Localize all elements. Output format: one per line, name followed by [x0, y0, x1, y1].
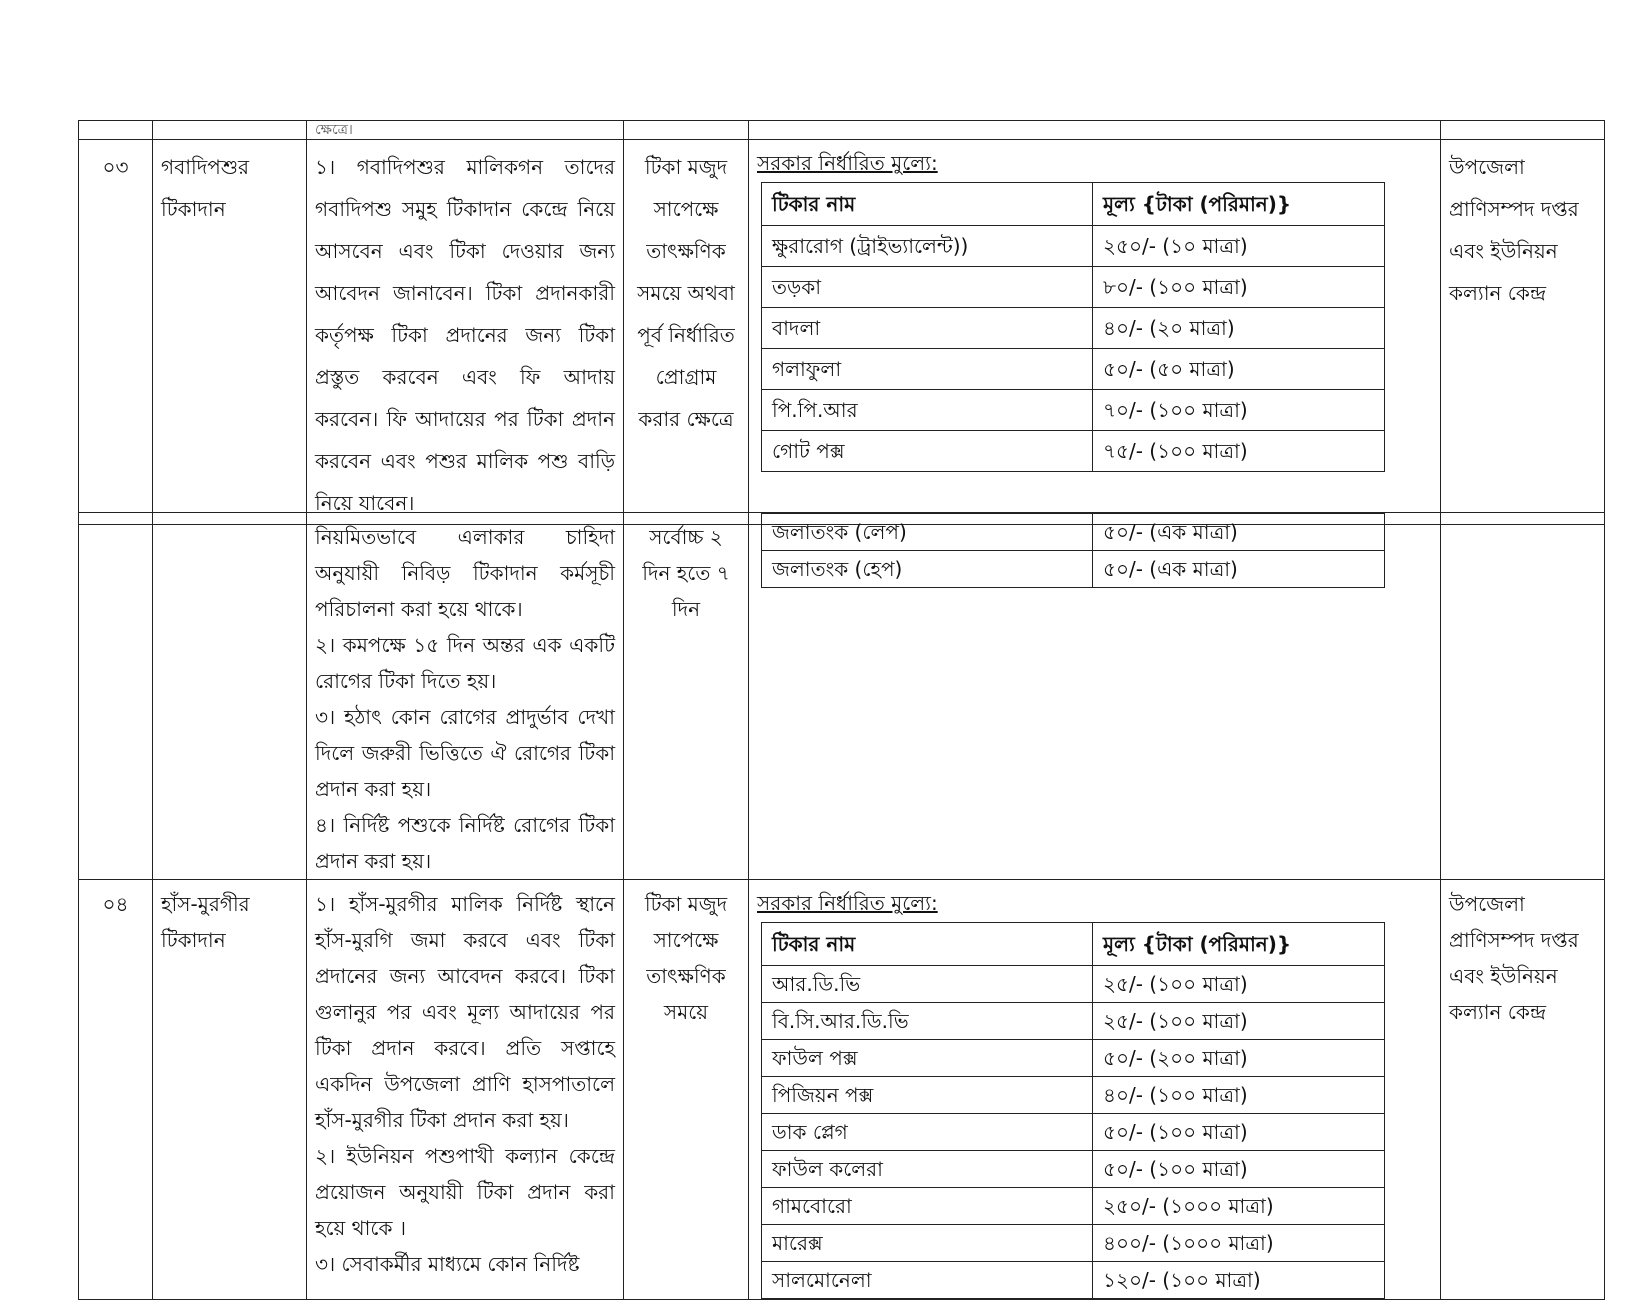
vaccine-row [762, 1077, 1385, 1114]
procedure-paragraph: ৩। হঠাৎ কোন রোগের প্রাদুর্ভাব দেখা দিলে জরুরী ভিত্তিতে ঐ রোগের টিকা প্রদান করা হয়। [315, 705, 615, 801]
vaccine-price-header: মূল্য {টাকা (পরিমান)} [1093, 183, 1385, 226]
procedure-paragraph: নিয়মিতভাবে এলাকার চাহিদা অনুযায়ী নিবিড় টিকাদান কর্মসূচী পরিচালনা করা হয়ে থাকে। [315, 525, 615, 621]
vaccine-name: সালমোনেলা [762, 1262, 1093, 1299]
service-table-part-1 [78, 120, 1605, 525]
previous-row-fragment [79, 121, 1605, 140]
service-fee-cell [749, 880, 1441, 1300]
vaccine-price-table [761, 182, 1385, 472]
vaccine-price: ৭৫/- (১০০ মাত্রা) [1093, 431, 1385, 472]
vaccine-price: ৫০/- (এক মাত্রা) [1093, 514, 1385, 551]
service-table-part-2 [78, 512, 1605, 1300]
vaccine-name: গামবোরো [762, 1188, 1093, 1225]
table-row-03-continued [79, 513, 1605, 880]
previous-row-text: ক্ষেত্রে। [307, 121, 624, 140]
vaccine-price: ৭০/- (১০০ মাত্রা) [1093, 390, 1385, 431]
vaccine-row [762, 1151, 1385, 1188]
vaccine-row [762, 431, 1385, 472]
vaccine-name: জলাতংক (লেপ) [762, 514, 1093, 551]
procedure-paragraph: ২। ইউনিয়ন পশুপাখী কল্যান কেন্দ্রে প্রয়োজন অনুযায়ী টিকা প্রদান করা হয়ে থাকে । [315, 1144, 615, 1240]
vaccine-name-header: টিকার নাম [762, 183, 1093, 226]
vaccine-table-header [762, 923, 1385, 966]
service-procedure: ১। গবাদিপশুর মালিকগন তাদের গবাদিপশু সমুহ টিকাদান কেন্দ্রে নিয়ে আসবেন এবং টিকা দেওয়ার জন্য আবেদন জানাবেন। টিকা প্রদানকারী কর্তৃপক্ষ টিকা প্রদানের জন্য টিকা প্রস্তুত করবেন এবং ফি আদায় করবেন। ফি আদায়ের পর টিকা প্রদান করবেন এবং পশুর মালিক পশু বাড়ি নিয়ে যাবেন। [307, 140, 624, 525]
vaccine-row [762, 1114, 1385, 1151]
serial-number: ০৩ [79, 140, 153, 525]
responsible-office: উপজেলা প্রাণিসম্পদ দপ্তর এবং ইউনিয়ন কল্যান কেন্দ্র [1441, 880, 1605, 1300]
vaccine-name: বাদলা [762, 308, 1093, 349]
vaccine-row [762, 349, 1385, 390]
vaccine-row [762, 390, 1385, 431]
vaccine-name: গলাফুলা [762, 349, 1093, 390]
vaccine-row [762, 1188, 1385, 1225]
vaccine-table-header [762, 183, 1385, 226]
vaccine-price: ৪০/- (১০০ মাত্রা) [1093, 1077, 1385, 1114]
vaccine-price: ৫০/- (এক মাত্রা) [1093, 551, 1385, 588]
vaccine-name-header: টিকার নাম [762, 923, 1093, 966]
vaccine-price: ৪০/- (২০ মাত্রা) [1093, 308, 1385, 349]
table-row-03 [79, 140, 1605, 525]
vaccine-price: ২৫/- (১০০ মাত্রা) [1093, 1003, 1385, 1040]
responsible-office: উপজেলা প্রাণিসম্পদ দপ্তর এবং ইউনিয়ন কল্যান কেন্দ্র [1441, 140, 1605, 525]
service-procedure-continued [307, 513, 624, 880]
vaccine-row [762, 308, 1385, 349]
table-row-04 [79, 880, 1605, 1300]
vaccine-price: ২৫০/- (১০০০ মাত্রা) [1093, 1188, 1385, 1225]
vaccine-name: ডাক প্লেগ [762, 1114, 1093, 1151]
vaccine-price: ৫০/- (৫০ মাত্রা) [1093, 349, 1385, 390]
vaccine-row [762, 1003, 1385, 1040]
service-name: হাঁস-মুরগীর টিকাদান [153, 880, 307, 1300]
vaccine-row [762, 966, 1385, 1003]
service-time: সর্বোচ্চ ২ দিন হতে ৭ দিন [624, 513, 749, 880]
service-fee-cell [749, 140, 1441, 525]
service-time: টিকা মজুদ সাপেক্ষে তাৎক্ষণিক সময়ে [624, 880, 749, 1300]
serial-number: ০৪ [79, 880, 153, 1300]
service-fee-cell [749, 513, 1441, 880]
vaccine-row [762, 226, 1385, 267]
fee-heading: সরকার নির্ধারিত মুল্যে: [757, 891, 938, 915]
procedure-paragraph: ২। কমপক্ষে ১৫ দিন অন্তর এক একটি রোগের টিকা দিতে হয়। [315, 633, 615, 693]
vaccine-row [762, 514, 1385, 551]
vaccine-price-header: মূল্য {টাকা (পরিমান)} [1093, 923, 1385, 966]
vaccine-price: ৫০/- (১০০ মাত্রা) [1093, 1114, 1385, 1151]
vaccine-row [762, 1262, 1385, 1299]
vaccine-price: ১২০/- (১০০ মাত্রা) [1093, 1262, 1385, 1299]
vaccine-price-table [761, 922, 1385, 1299]
service-procedure [307, 880, 624, 1300]
vaccine-price: ৫০/- (১০০ মাত্রা) [1093, 1151, 1385, 1188]
vaccine-price: ৪০০/- (১০০০ মাত্রা) [1093, 1225, 1385, 1262]
procedure-paragraph: ১। হাঁস-মুরগীর মালিক নির্দিষ্ট স্থানে হাঁস-মুরগি জমা করবে এবং টিকা প্রদানের জন্য আবেদন করবে। টিকা গুলানুর পর এবং মূল্য আদায়ের পর টিকা প্রদান করবে। প্রতি সপ্তাহে একদিন উপজেলা প্রাণি হাসপাতালে হাঁস-মুরগীর টিকা প্রদান করা হয়। [315, 892, 615, 1132]
vaccine-row [762, 551, 1385, 588]
vaccine-row [762, 1040, 1385, 1077]
vaccine-name: ফাউল পক্স [762, 1040, 1093, 1077]
vaccine-row [762, 1225, 1385, 1262]
vaccine-price-table [761, 513, 1385, 588]
procedure-paragraph: ৪। নির্দিষ্ট পশুকে নির্দিষ্ট রোগের টিকা প্রদান করা হয়। [315, 813, 615, 873]
vaccine-name: পিজিয়ন পক্স [762, 1077, 1093, 1114]
vaccine-name: জলাতংক (হেপ) [762, 551, 1093, 588]
vaccine-name: ফাউল কলেরা [762, 1151, 1093, 1188]
service-time: টিকা মজুদ সাপেক্ষে তাৎক্ষণিক সময়ে অথবা পূর্ব নির্ধারিত প্রোগ্রাম করার ক্ষেত্রে [624, 140, 749, 525]
vaccine-price: ৫০/- (২০০ মাত্রা) [1093, 1040, 1385, 1077]
procedure-paragraph: ৩। সেবাকর্মীর মাধ্যমে কোন নির্দিষ্ট [315, 1252, 580, 1276]
vaccine-name: গোট পক্স [762, 431, 1093, 472]
vaccine-name: ক্ষুরারোগ (ট্রাইভ্যালেন্ট)) [762, 226, 1093, 267]
vaccine-name: তড়কা [762, 267, 1093, 308]
vaccine-row [762, 267, 1385, 308]
vaccine-price: ৮০/- (১০০ মাত্রা) [1093, 267, 1385, 308]
service-name: গবাদিপশুর টিকাদান [153, 140, 307, 525]
vaccine-name: বি.সি.আর.ডি.ভি [762, 1003, 1093, 1040]
vaccine-name: মারেক্স [762, 1225, 1093, 1262]
vaccine-name: পি.পি.আর [762, 390, 1093, 431]
vaccine-price: ২৫০/- (১০ মাত্রা) [1093, 226, 1385, 267]
vaccine-price: ২৫/- (১০০ মাত্রা) [1093, 966, 1385, 1003]
vaccine-name: আর.ডি.ভি [762, 966, 1093, 1003]
fee-heading: সরকার নির্ধারিত মুল্যে: [757, 151, 938, 175]
